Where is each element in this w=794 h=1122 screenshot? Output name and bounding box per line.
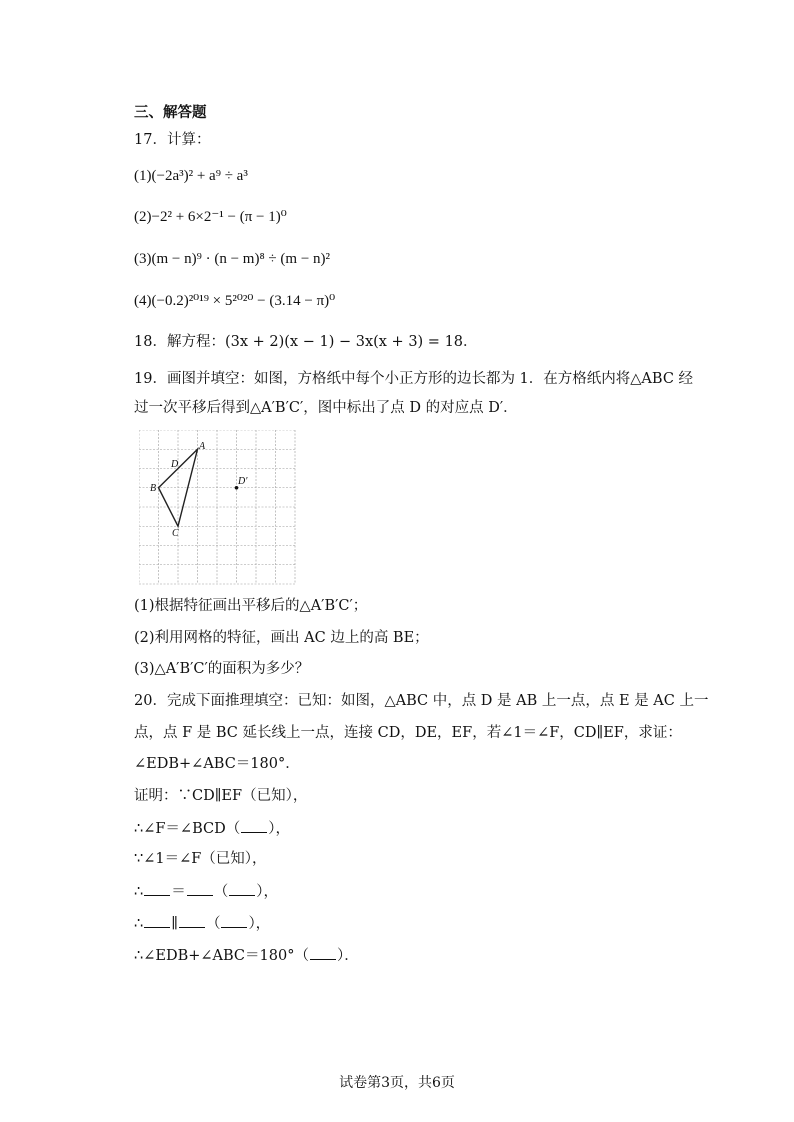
label-d-prime: D′ [238,476,248,487]
grid-svg [139,430,296,585]
proof-line-4-pre: ∴ [134,884,144,900]
proof-line-5-par: ∥ [171,916,178,932]
answer-blank-6[interactable] [179,913,205,928]
q19-grid-figure [139,430,296,585]
answer-blank-7[interactable] [221,913,247,928]
q20-line-1: 20．完成下面推理填空：已知：如图，△ABC 中，点 D 是 AB 上一点，点 E 是 AC 上一 [134,693,709,709]
section-title: 三、解答题 [134,105,207,121]
q17-item-3: (3)(m − n)⁹ · (n − m)⁸ ÷ (m − n)² [134,251,331,267]
q20-line-3: ∠EDB+∠ABC＝180°． [134,756,300,772]
answer-blank-5[interactable] [144,913,170,928]
label-b: B [150,483,157,494]
proof-line-4-eq: ＝ [171,884,186,900]
q17-item-2: (2)−2² + 6×2⁻¹ − (π − 1)⁰ [134,209,287,225]
answer-blank-2[interactable] [144,881,170,896]
page-footer: 试卷第3页，共6页 [339,1075,455,1091]
label-d: D [171,459,179,470]
q19-line-1: 19．画图并填空：如图，方格纸中每个小正方形的边长都为 1．在方格纸内将△ABC 经 [134,371,694,387]
proof-line-6-pre: ∴∠EDB+∠ABC＝180°（ [134,948,309,964]
q20-line-2: 点，点 F 是 BC 延长线上一点，连接 CD，DE，EF，若∠1＝∠F，CD∥EF，求证： [134,725,682,741]
proof-line-2 [134,818,290,839]
q19-sub-1: (1)根据特征画出平移后的△A′B′C′； [134,598,368,614]
proof-line-5-mid: （ [205,916,221,932]
proof-line-5-post: ）， [248,916,271,932]
label-a: A [199,441,206,452]
proof-line-5-pre: ∴ [134,916,144,932]
proof-line-5 [134,913,270,934]
proof-line-3: ∵∠1＝∠F（已知）， [134,851,267,867]
q19-sub-3: (3)△A′B′C′的面积为多少？ [134,661,310,677]
q17-item-1: (1)(−2a³)² + a⁹ ÷ a³ [134,168,248,184]
q17-stem: 17．计算： [134,132,211,148]
q17-item-4: (4)(−0.2)²⁰¹⁹ × 5²⁰²⁰ − (3.14 − π)⁰ [134,293,336,309]
grid-lines [139,430,295,584]
proof-line-6-post: ）． [336,948,359,964]
proof-line-2-post: ）， [268,821,290,837]
q19-sub-2: (2)利用网格的特征，画出 AC 边上的高 BE； [134,630,429,646]
answer-blank-1[interactable] [241,818,267,833]
q18-text: 18．解方程：(3x + 2)(x − 1) − 3x(x + 3) = 18． [134,334,478,350]
proof-line-4-mid: （ [213,884,229,900]
proof-line-4-post: ）， [256,884,278,900]
proof-line-6 [134,945,359,966]
proof-line-4 [134,881,278,902]
label-c: C [172,528,179,539]
q19-line-2: 过一次平移后得到△A′B′C′，图中标出了点 D 的对应点 D′． [134,400,518,416]
answer-blank-3[interactable] [187,881,213,896]
answer-blank-4[interactable] [229,881,255,896]
proof-line-1: 证明：∵CD∥EF（已知）， [134,788,308,804]
proof-line-2-pre: ∴∠F＝∠BCD（ [134,821,241,837]
answer-blank-8[interactable] [310,945,336,960]
